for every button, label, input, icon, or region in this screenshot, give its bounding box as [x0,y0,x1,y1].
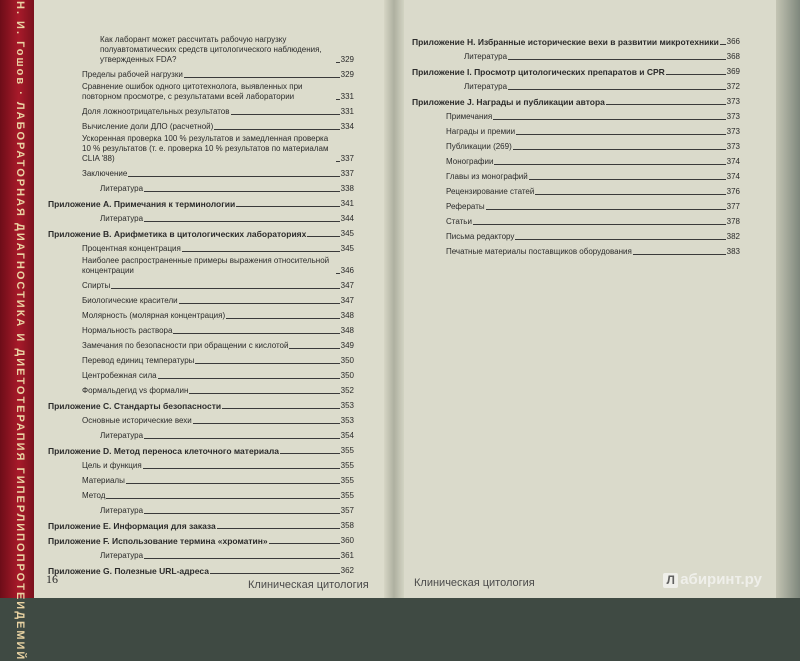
toc-leader [179,303,340,304]
running-head-left: Клиническая цитология [248,579,369,591]
toc-entry [48,65,354,80]
toc-leader [666,74,726,75]
toc-page-number: 331 [340,107,354,116]
toc-leader [189,393,339,394]
toc-entry-label: Нормальность раствора [82,326,173,335]
toc-page-number: 348 [340,311,354,320]
toc-entry-label: Рецензирование статей [446,187,535,196]
toc-entry [48,239,354,254]
toc-entry [48,117,354,132]
toc-entry [412,197,740,212]
toc-leader [143,468,340,469]
toc-entry [48,276,354,291]
toc-entry-label: Перевод единиц температуры [82,356,195,365]
toc-entry-label: Приложение E. Информация для заказа [48,521,216,531]
toc-entry-label: Публикации (269) [446,142,512,151]
toc-entry [412,182,740,197]
toc-page-number: 347 [340,281,354,290]
page-edge [776,0,800,598]
toc-entry [412,47,740,62]
toc-entry-label: Приложение H. Избранные исторические вехи в развитии микротехники [412,37,719,47]
toc-leader [516,134,726,135]
toc-page-number: 350 [340,356,354,365]
toc-page-number: 358 [340,521,354,530]
toc-appendix-entry [412,92,740,107]
toc-entry-label: Пределы рабочей нагрузки [82,70,183,79]
toc-entry-label: Приложение F. Использование термина «хроматин» [48,536,268,546]
toc-entry-label: Как лаборант может рассчитать рабочую нагрузку полуавтоматических средств цитологического наблюдения, утвержденных FDA? [100,35,322,64]
toc-leader [529,179,726,180]
watermark-text: абиринт.ру [680,571,762,588]
toc-page-number: 373 [726,127,740,136]
toc-leader [508,89,726,90]
book-gutter [384,0,404,598]
toc-entry [48,381,354,396]
toc-leader [126,483,340,484]
toc-entry-label: Основные исторические вехи [82,416,192,425]
toc-appendix-entry [48,441,354,456]
watermark-badge: Л [663,573,678,588]
toc-entry [48,486,354,501]
toc-entry [48,80,354,102]
toc-leader [144,438,340,439]
toc-leader [231,114,340,115]
toc-entry [48,426,354,441]
toc-leader [486,209,726,210]
toc-page-number: 345 [340,244,354,253]
toc-entry [48,336,354,351]
toc-leader [473,224,726,225]
toc-entry-label: Приложение A. Примечания к терминологии [48,199,236,209]
toc-entry [48,306,354,321]
toc-leader [515,239,725,240]
toc-entry [48,291,354,306]
toc-page-number: 329 [340,55,354,64]
toc-page-number: 382 [726,232,740,241]
toc-entry-label: Примечания [446,112,493,121]
toc-page-number: 355 [340,446,354,455]
toc-entry-label: Сравнение ошибок одного цитотехнолога, выявленных при повторном просмотре, с результатами всей лаборатории [82,82,303,101]
toc-page-number: 383 [726,247,740,256]
toc-entry-label: Приложение C. Стандарты безопасности [48,401,222,411]
toc-entry-label: Литература [464,82,508,91]
toc-entry-label: Приложение I. Просмотр цитологических препаратов и CPR [412,67,665,77]
toc-page-number: 337 [340,169,354,178]
toc-entry [412,152,740,167]
toc-page-number: 338 [340,184,354,193]
toc-entry-label: Наиболее распространенные примеры выражения относительной концентрации [82,256,330,275]
toc-entry [412,227,740,242]
running-head-right: Клиническая цитология [414,577,535,589]
toc-page-number: 378 [726,217,740,226]
toc-entry-label: Вычисление доли ДЛО (расчетной) [82,122,214,131]
toc-leader [720,44,726,45]
toc-page-number: 352 [340,386,354,395]
toc-entry-label: Приложение J. Награды и публикации автора [412,97,605,107]
toc-entry-label: Процентная концентрация [82,244,181,253]
toc-leader [280,453,340,454]
toc-page-number: 373 [726,97,740,106]
toc-entry-label: Печатные материалы поставщиков оборудования [446,247,632,256]
toc-leader [493,119,725,120]
toc-page-number: 355 [340,461,354,470]
toc-entry-label: Приложение D. Метод переноса клеточного материала [48,446,279,456]
toc-leader [144,221,340,222]
toc-page-number: 331 [340,92,354,101]
toc-entry [48,33,354,65]
toc-leader [128,176,339,177]
toc-leader [144,558,340,559]
toc-page-number: 362 [340,566,354,575]
toc-page-number: 349 [340,341,354,350]
toc-page-number: 373 [726,142,740,151]
toc-page-number: 360 [340,536,354,545]
toc-entry [48,132,354,164]
toc-appendix-entry [48,194,354,209]
toc-leader [606,104,726,105]
toc-page-number: 334 [340,122,354,131]
toc-entry-label: Литература [464,52,508,61]
toc-page-number: 368 [726,52,740,61]
toc-entry-label: Рефераты [446,202,485,211]
toc-page-number: 341 [340,199,354,208]
toc-entry-label: Центробежная сила [82,371,157,380]
toc-page-number: 374 [726,157,740,166]
toc-entry-label: Письма редактору [446,232,515,241]
toc-page-number: 346 [340,266,354,275]
toc-leader [307,236,339,237]
toc-entry-label: Литература [100,214,144,223]
toc-entry-label: Литература [100,431,144,440]
toc-leader [193,423,340,424]
toc-entry-label: Формальдегид vs формалин [82,386,189,395]
toc-page-number: 369 [726,67,740,76]
toc-leader [158,378,340,379]
toc-leader [513,149,726,150]
toc-leader [106,498,339,499]
toc-leader [182,251,340,252]
left-toc [48,33,354,576]
toc-leader [226,318,340,319]
toc-entry [48,546,354,561]
toc-entry-label: Цель и функция [82,461,142,470]
watermark [663,571,762,588]
toc-entry [412,122,740,137]
toc-entry [48,411,354,426]
toc-leader [144,513,340,514]
toc-entry-label: Литература [100,184,144,193]
toc-page-number: 372 [726,82,740,91]
toc-leader [336,99,340,100]
toc-entry [48,102,354,117]
toc-appendix-entry [48,531,354,546]
book-spine [0,0,34,661]
toc-leader [535,194,725,195]
toc-leader [144,191,340,192]
toc-leader [214,129,339,130]
toc-leader [336,62,340,63]
toc-page-number: 337 [340,154,354,163]
toc-entry [48,501,354,516]
toc-leader [336,273,340,274]
toc-page-number: 344 [340,214,354,223]
toc-leader [289,348,339,349]
toc-appendix-entry [412,62,740,77]
toc-entry [48,456,354,471]
toc-leader [236,206,339,207]
right-toc [412,30,740,257]
toc-entry [48,254,354,276]
toc-page-number: 366 [726,37,740,46]
toc-leader [508,59,726,60]
toc-entry [412,107,740,122]
toc-entry-label: Приложение B. Арифметика в цитологических лабораториях [48,229,307,239]
toc-leader [210,573,340,574]
toc-page-number: 354 [340,431,354,440]
toc-page-number: 374 [726,172,740,181]
toc-page-number: 357 [340,506,354,515]
toc-leader [494,164,725,165]
toc-appendix-entry [48,561,354,576]
toc-entry-label: Заключение [82,169,128,178]
toc-page-number: 347 [340,296,354,305]
toc-leader [269,543,340,544]
toc-leader [173,333,339,334]
spine-title: Н. И. Гошов · ЛАБОРАТОРНАЯ ДИАГНОСТИКА И ДИЕТОТЕРАПИЯ ГИПЕРЛИПОПРОТЕИДЕМИЙ [14,1,26,661]
toc-entry-label: Литература [100,551,144,560]
toc-page-number: 348 [340,326,354,335]
toc-entry-label: Доля ложноотрицательных результатов [82,107,230,116]
toc-entry-label: Литература [100,506,144,515]
toc-page-number: 353 [340,416,354,425]
toc-entry-label: Приложение G. Полезные URL-адреса [48,566,209,576]
toc-leader [217,528,340,529]
page-number-left: 16 [46,572,58,586]
toc-leader [222,408,340,409]
toc-entry [48,164,354,179]
toc-page-number: 376 [726,187,740,196]
toc-page-number: 373 [726,112,740,121]
toc-leader [336,161,340,162]
toc-appendix-entry [48,516,354,531]
toc-entry-label: Награды и премии [446,127,516,136]
toc-page-number: 350 [340,371,354,380]
toc-page-number: 345 [340,229,354,238]
toc-entry-label: Статьи [446,217,472,226]
toc-entry [48,321,354,336]
toc-entry-label: Метод [82,491,106,500]
toc-page-number: 355 [340,491,354,500]
toc-leader [633,254,726,255]
toc-leader [195,363,339,364]
toc-entry [48,209,354,224]
toc-appendix-entry [48,224,354,239]
toc-entry [412,167,740,182]
toc-entry-label: Биологические красители [82,296,178,305]
toc-entry [48,351,354,366]
toc-entry-label: Главы из монографий [446,172,528,181]
toc-entry-label: Материалы [82,476,125,485]
toc-appendix-entry [48,396,354,411]
toc-entry [48,366,354,381]
toc-leader [111,288,339,289]
toc-entry [412,137,740,152]
toc-entry [412,242,740,257]
toc-entry [412,212,740,227]
toc-entry [48,471,354,486]
toc-entry [48,179,354,194]
toc-page-number: 329 [340,70,354,79]
toc-entry-label: Монографии [446,157,494,166]
toc-page-number: 377 [726,202,740,211]
toc-page-number: 361 [340,551,354,560]
toc-entry-label: Спирты [82,281,111,290]
toc-appendix-entry [412,30,740,47]
toc-entry-label: Замечания по безопасности при обращении с кислотой [82,341,289,350]
toc-entry [412,77,740,92]
toc-page-number: 353 [340,401,354,410]
toc-entry-label: Молярность (молярная концентрация) [82,311,226,320]
toc-entry-label: Ускоренная проверка 100 % результатов и замедленная проверка 10 % результатов (т. е. проверка 10 % результатов по материалам CLIA '88) [82,134,329,163]
toc-leader [184,77,340,78]
toc-page-number: 355 [340,476,354,485]
